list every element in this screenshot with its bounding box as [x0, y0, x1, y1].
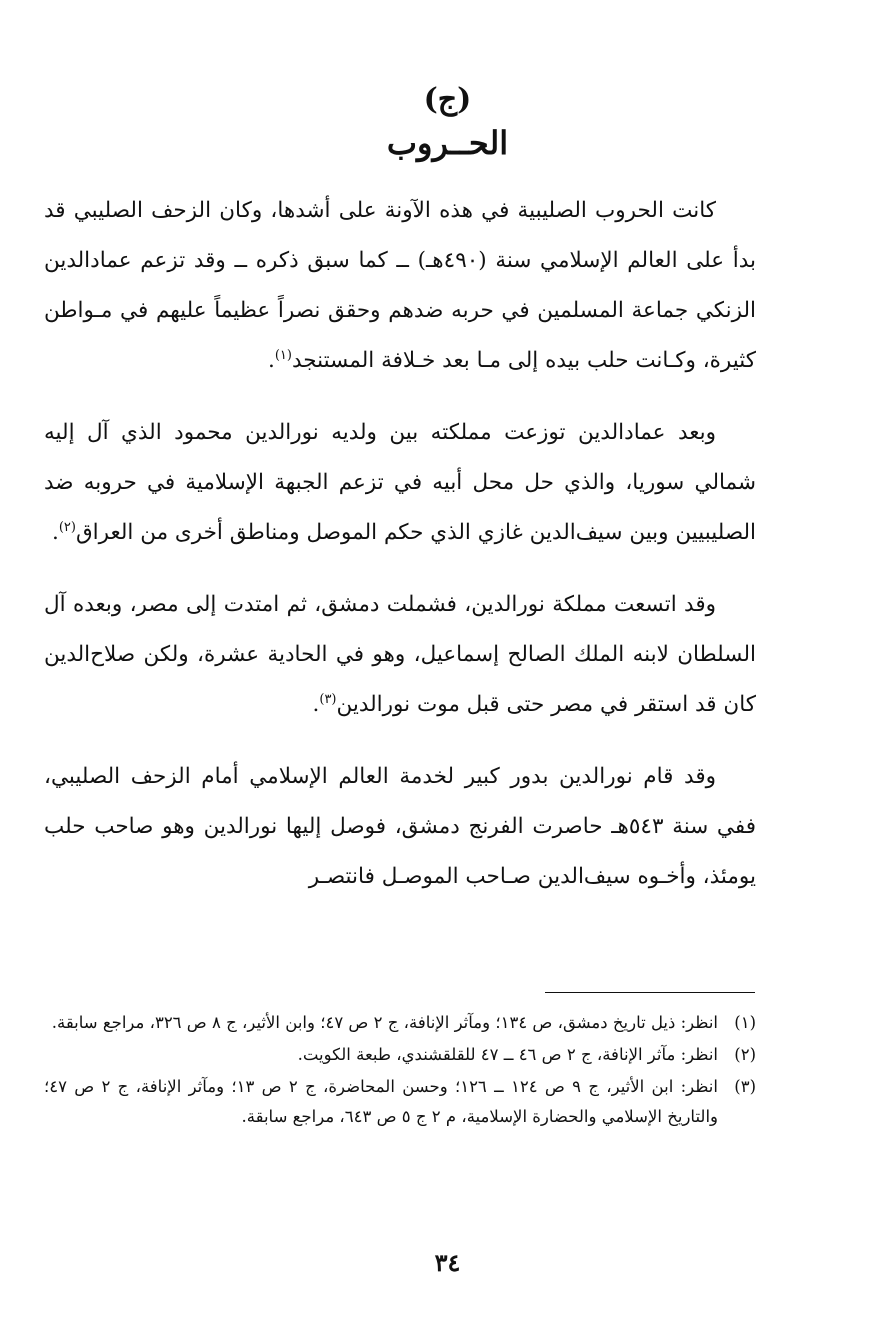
page-number: ٣٤	[434, 1248, 461, 1277]
body-text	[44, 186, 756, 924]
footnote-text: انظر: ابن الأثير، ج ٩ ص ١٢٤ ــ ١٢٦؛ وحسن المحاضرة، ج ٢ ص ١٣؛ ومآثر الإنافة، ج ٢ ص ٤٧؛ والتاريخ الإسلامي والحضارة الإسلامية، م ٢ ج ٥ ص ٦٤٣، مراجع سابقة.	[44, 1077, 718, 1126]
footnote-ref: (١)	[274, 347, 292, 363]
paragraph: كانت الحروب الصليبية في هذه الآونة على أشدها، وكان الزحف الصليبي قد بدأ على العالم الإسلامي سنة (٤٩٠هـ) ــ كما سبق ذكره ــ وقد تزعم عمادالدين الزنكي جماعة المسلمين في حربه ضدهم وحقق نصراً عظيماً عليهم في مـواطن كثيرة، وكـانت حلب بيده إلى مـا بعد خـلافة المستنجد$^{(١)}$.	[44, 198, 756, 373]
paragraph: وقد قام نورالدين بدور كبير لخدمة العالم الإسلامي أمام الزحف الصليبي، ففي سنة ٥٤٣هـ حاصرت الفرنج دمشق، فوصل إليها نورالدين وهو صاحب حلب يومئذ، وأخـوه سيف‌الدين صـاحب الموصـل فانتصـر	[44, 764, 756, 889]
footnote	[44, 1072, 756, 1132]
footnote-text: انظر: ذيل تاريخ دمشق، ص ١٣٤؛ ومآثر الإنافة، ج ٢ ص ٤٧؛ وابن الأثير، ج ٨ ص ٣٢٦، مراجع سابقة.	[51, 1013, 718, 1032]
paragraph: وقد اتسعت مملكة نورالدين، فشملت دمشق، ثم امتدت إلى مصر، وبعده آل السلطان لابنه الملك الصالح إسماعيل، وهو في الحادية عشرة، ولكن صلاح‌الدين كان قد استقر في مصر حتى قبل موت نورالدين$^{(٣)}$.	[44, 592, 756, 717]
footnote-number: (١)	[734, 1013, 756, 1032]
section-title: الحــروب	[386, 124, 509, 162]
footnote-number: (٢)	[734, 1045, 756, 1064]
footnote-number: (٣)	[734, 1077, 756, 1096]
footnote	[44, 1008, 756, 1038]
footnote-text: انظر: مآثر الإنافة، ج ٢ ص ٤٦ ــ ٤٧ للقلقشندي، طبعة الكويت.	[297, 1045, 718, 1064]
footnote-divider	[545, 992, 755, 993]
section-letter: (ج)	[423, 82, 472, 117]
paragraph: وبعد عمادالدين توزعت مملكته بين ولديه نورالدين محمود الذي آل إليه شمالي سوريا، والذي حل محل أبيه في تزعم الجبهة الإسلامية في حروبه ضد الصليبيين وبين سيف‌الدين غازي الذي حكم الموصل ومناطق أخرى من العراق$^{(٢)}$.	[44, 420, 756, 545]
footnote-ref: (٣)	[319, 691, 337, 707]
footnote	[44, 1040, 756, 1070]
footnotes	[44, 1008, 756, 1134]
footnote-ref: (٢)	[58, 519, 76, 535]
